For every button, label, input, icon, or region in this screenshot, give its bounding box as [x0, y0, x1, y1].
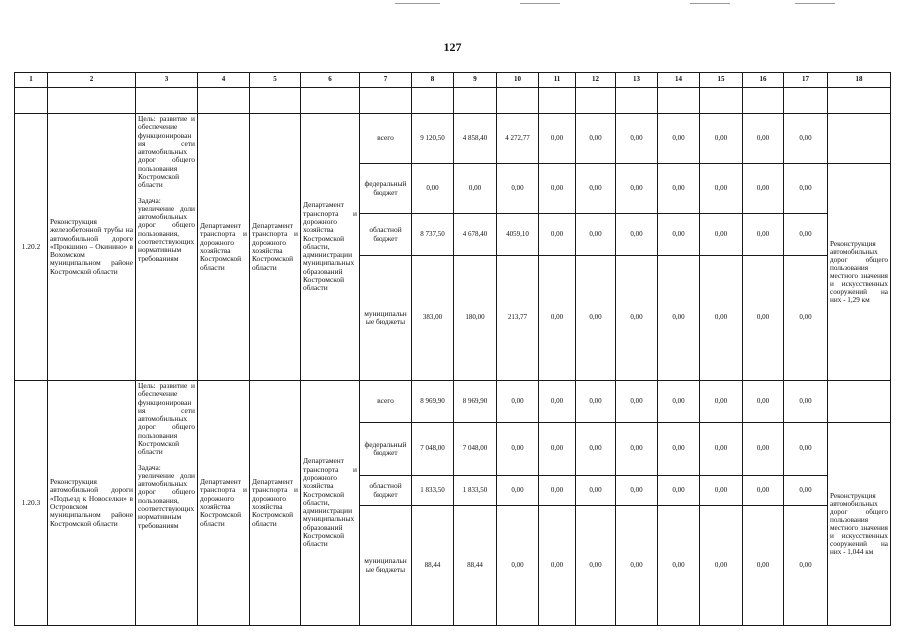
- funding-value: 0,00: [658, 476, 700, 506]
- funding-value: 0,00: [616, 214, 658, 256]
- customer-cell: Департамент транспорта и дорожного хозяйства Костромской области, администрации муниципальных образований Костромской области: [301, 381, 360, 626]
- result-blank: [828, 381, 891, 423]
- funding-value: 0,00: [616, 476, 658, 506]
- funding-value: 0,00: [658, 256, 700, 381]
- funding-value: 0,00: [497, 506, 539, 626]
- funding-value: 0,00: [700, 164, 743, 214]
- funding-value: 0,00: [700, 423, 743, 476]
- funding-value: 0,00: [784, 114, 828, 164]
- funding-value: 0,00: [784, 214, 828, 256]
- measure-row: [15, 381, 891, 423]
- scan-artifact-line: [690, 3, 730, 4]
- goal-text: Цель: развитие и обеспечение функционирования сети автомобильных дорог общего пользования Костромской области: [138, 114, 195, 190]
- program-table: [14, 72, 891, 626]
- funding-value: 0,00: [700, 114, 743, 164]
- funding-value: 0,00: [412, 164, 454, 214]
- column-header: 17: [784, 73, 828, 88]
- funding-value: 0,00: [700, 506, 743, 626]
- funding-value: 0,00: [784, 506, 828, 626]
- column-header: 4: [198, 73, 250, 88]
- funding-value: 4059,10: [497, 214, 539, 256]
- funding-value: 8 737,50: [412, 214, 454, 256]
- funding-value: 0,00: [784, 476, 828, 506]
- measure-name: Реконструкция автомобильной дороги «Подъезд к Новоселки» в Островском муниципальном районе Костромской области: [48, 381, 136, 626]
- funding-value: 0,00: [576, 506, 616, 626]
- executor-cell: Департамент транспорта и дорожного хозяйства Костромской области: [198, 114, 250, 381]
- funding-value: 0,00: [576, 476, 616, 506]
- funding-value: 1 833,50: [454, 476, 497, 506]
- column-header: 13: [616, 73, 658, 88]
- funding-value: 0,00: [539, 381, 576, 423]
- funding-value: 0,00: [576, 214, 616, 256]
- result-blank: [828, 114, 891, 164]
- page-number: 127: [443, 40, 462, 54]
- column-header: 14: [658, 73, 700, 88]
- funding-source-label: всего: [360, 114, 412, 164]
- funding-value: 0,00: [658, 506, 700, 626]
- funding-value: 213,77: [497, 256, 539, 381]
- measure-name: Реконструкция железобетонной трубы на автомобильной дороге «Прокшино – Окинино» в Вохомском муниципальном районе Костромской области: [48, 114, 136, 381]
- funding-value: 0,00: [700, 476, 743, 506]
- column-header: 12: [576, 73, 616, 88]
- funding-value: 180,00: [454, 256, 497, 381]
- funding-value: 9 120,50: [412, 114, 454, 164]
- funding-value: 88,44: [454, 506, 497, 626]
- funding-source-label: областной бюджет: [360, 214, 412, 256]
- funding-value: 0,00: [576, 423, 616, 476]
- column-header: 5: [250, 73, 301, 88]
- funding-value: 0,00: [539, 114, 576, 164]
- funding-value: 7 048,00: [412, 423, 454, 476]
- funding-value: 0,00: [658, 164, 700, 214]
- funding-value: 383,00: [412, 256, 454, 381]
- funding-value: 4 858,40: [454, 114, 497, 164]
- funding-value: 0,00: [576, 114, 616, 164]
- goal-task-cell: [136, 381, 198, 626]
- funding-value: 0,00: [743, 114, 784, 164]
- funding-value: 0,00: [784, 381, 828, 423]
- column-header: 11: [539, 73, 576, 88]
- scan-artifact-line: [795, 3, 835, 4]
- funding-value: 0,00: [616, 114, 658, 164]
- funding-value: 0,00: [539, 506, 576, 626]
- funding-value: 0,00: [539, 423, 576, 476]
- funding-value: 7 048,00: [454, 423, 497, 476]
- funding-source-label: муниципальные бюджеты: [360, 256, 412, 381]
- funding-value: 1 833,50: [412, 476, 454, 506]
- funding-value: 0,00: [539, 476, 576, 506]
- measure-id: 1.20.2: [15, 114, 48, 381]
- funding-value: 8 969,90: [412, 381, 454, 423]
- column-header: 6: [301, 73, 360, 88]
- coexecutor-cell: Департамент транспорта и дорожного хозяйства Костромской области: [250, 114, 301, 381]
- funding-value: 0,00: [658, 214, 700, 256]
- goal-task-cell: [136, 114, 198, 381]
- column-header: 2: [48, 73, 136, 88]
- funding-value: 0,00: [743, 214, 784, 256]
- funding-source-label: федеральный бюджет: [360, 423, 412, 476]
- column-header: 7: [360, 73, 412, 88]
- funding-value: 0,00: [743, 476, 784, 506]
- column-header: 18: [828, 73, 891, 88]
- funding-source-label: муниципальные бюджеты: [360, 506, 412, 626]
- coexecutor-cell: Департамент транспорта и дорожного хозяйства Костромской области: [250, 381, 301, 626]
- funding-value: 0,00: [743, 256, 784, 381]
- column-header: 8: [412, 73, 454, 88]
- funding-value: 0,00: [539, 214, 576, 256]
- measure-row: [15, 114, 891, 164]
- funding-value: 0,00: [454, 164, 497, 214]
- funding-value: 0,00: [576, 381, 616, 423]
- funding-value: 0,00: [658, 381, 700, 423]
- column-header: 9: [454, 73, 497, 88]
- funding-value: 0,00: [539, 164, 576, 214]
- funding-value: 0,00: [576, 256, 616, 381]
- funding-source-label: всего: [360, 381, 412, 423]
- funding-value: 0,00: [700, 256, 743, 381]
- expected-result: Реконструкция автомобильных дорог общего пользования местного значения и искусственных сооружений на них - 1,044 км: [828, 423, 891, 626]
- funding-value: 0,00: [616, 256, 658, 381]
- funding-value: 0,00: [616, 423, 658, 476]
- funding-value: 0,00: [497, 164, 539, 214]
- goal-text: Цель: развитие и обеспечение функционирования сети автомобильных дорог общего пользования Костромской области: [138, 381, 195, 457]
- funding-source-label: федеральный бюджет: [360, 164, 412, 214]
- customer-cell: Департамент транспорта и дорожного хозяйства Костромской области, администрации муниципальных образований Костромской области: [301, 114, 360, 381]
- funding-value: 0,00: [743, 423, 784, 476]
- funding-value: 0,00: [784, 164, 828, 214]
- blank-row: [15, 88, 891, 114]
- measure-id: 1.20.3: [15, 381, 48, 626]
- funding-value: 0,00: [743, 381, 784, 423]
- funding-value: 0,00: [497, 381, 539, 423]
- column-header: 10: [497, 73, 539, 88]
- funding-value: 0,00: [743, 506, 784, 626]
- funding-value: 0,00: [576, 164, 616, 214]
- funding-value: 0,00: [616, 506, 658, 626]
- funding-value: 0,00: [743, 164, 784, 214]
- funding-value: 0,00: [784, 423, 828, 476]
- task-text: Задача: увеличение доли автомобильных дорог общего пользования, соответствующих нормативным требованиям: [138, 195, 195, 263]
- funding-value: 0,00: [616, 164, 658, 214]
- scan-artifact-line: [520, 3, 560, 4]
- funding-value: 0,00: [539, 256, 576, 381]
- funding-value: 8 969,90: [454, 381, 497, 423]
- funding-value: 4 678,40: [454, 214, 497, 256]
- column-header: 16: [743, 73, 784, 88]
- funding-value: 88,44: [412, 506, 454, 626]
- funding-value: 0,00: [700, 214, 743, 256]
- funding-value: 0,00: [497, 476, 539, 506]
- funding-source-label: областной бюджет: [360, 476, 412, 506]
- funding-value: 0,00: [497, 423, 539, 476]
- column-header: 1: [15, 73, 48, 88]
- expected-result: Реконструкция автомобильных дорог общего пользования местного значения и искусственных сооружений на них - 1,29 км: [828, 164, 891, 381]
- executor-cell: Департамент транспорта и дорожного хозяйства Костромской области: [198, 381, 250, 626]
- funding-value: 4 272,77: [497, 114, 539, 164]
- column-number-row: [15, 73, 891, 88]
- funding-value: 0,00: [658, 423, 700, 476]
- task-text: Задача: увеличение доли автомобильных дорог общего пользования, соответствующих нормативным требованиям: [138, 462, 195, 530]
- funding-value: 0,00: [616, 381, 658, 423]
- column-header: 3: [136, 73, 198, 88]
- funding-value: 0,00: [784, 256, 828, 381]
- column-header: 15: [700, 73, 743, 88]
- funding-value: 0,00: [658, 114, 700, 164]
- scan-artifact-line: [395, 3, 440, 4]
- funding-value: 0,00: [700, 381, 743, 423]
